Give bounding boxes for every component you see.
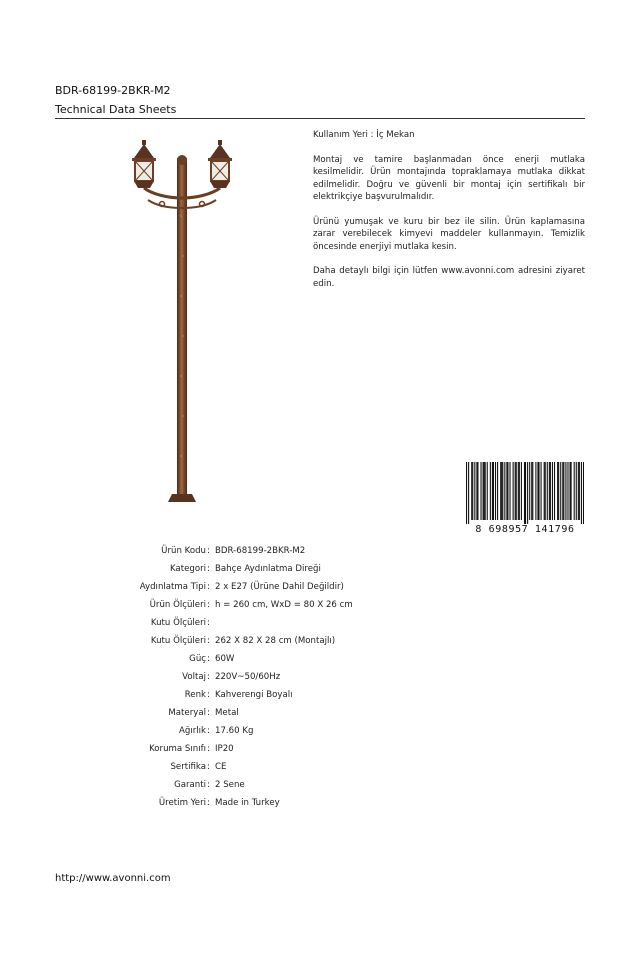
spec-row — [0, 796, 640, 810]
spec-row — [0, 652, 640, 666]
spec-label: Güç — [189, 654, 206, 664]
spec-value: BDR-68199-2BKR-M2 — [215, 546, 306, 556]
spec-value: Bahçe Aydınlatma Direği — [215, 564, 321, 574]
spec-label: Kategori — [169, 564, 206, 574]
spec-label: Ağırlık — [178, 726, 206, 736]
spec-colon: : — [207, 546, 210, 556]
spec-value: 2 x E27 (Ürüne Dahil Değildir) — [215, 582, 344, 592]
spec-colon: : — [207, 600, 210, 610]
spec-label: Üretim Yeri — [158, 798, 206, 808]
spec-colon: : — [207, 708, 210, 718]
spec-value: 2 Sene — [215, 780, 245, 790]
spec-value: h = 260 cm, WxD = 80 X 26 cm — [215, 600, 353, 610]
spec-row — [0, 724, 640, 738]
barcode-bars — [466, 462, 584, 524]
spec-colon: : — [207, 798, 210, 808]
spec-colon: : — [207, 672, 210, 682]
spec-value: Made in Turkey — [215, 798, 280, 808]
footer-website-link[interactable]: http://www.avonni.com — [55, 873, 171, 884]
spec-row — [0, 616, 640, 630]
info-text-block — [313, 129, 585, 302]
spec-row — [0, 742, 640, 756]
spec-colon: : — [207, 780, 210, 790]
spec-label: Kutu Ölçüleri — [150, 618, 206, 628]
usage-location: Kullanım Yeri : İç Mekan — [313, 130, 415, 140]
cleaning-paragraph: Ürünü yumuşak ve kuru bir bez ile silin. Ürün kaplamasına zarar verebilecek kimyevi maddeler kullanmayın. Temizlik öncesinde enerjiyi mutlaka kesin. — [313, 216, 585, 252]
spec-colon: : — [207, 564, 210, 574]
spec-label: Voltaj — [182, 672, 206, 682]
spec-colon: : — [207, 762, 210, 772]
spec-colon: : — [207, 690, 210, 700]
spec-colon: : — [207, 654, 210, 664]
spec-label: Aydınlatma Tipi — [139, 582, 206, 592]
spec-label: Garanti — [174, 780, 206, 790]
spec-value: 60W — [215, 654, 235, 664]
safety-paragraph: Montaj ve tamire başlanmadan önce enerji mutlaka kesilmelidir. Ürün montajında topraklamaya mutlaka dikkat edilmelidir. Doğru ve güvenli bir montaj için sertifikalı bir elektrikçiye başvurulmalıdır. — [313, 154, 585, 202]
barcode-number: 8 698957 141796 — [475, 524, 575, 534]
spec-row — [0, 562, 640, 576]
spec-value: IP20 — [215, 744, 234, 754]
spec-row — [0, 688, 640, 702]
spec-value: 220V~50/60Hz — [215, 672, 281, 682]
spec-label: Ürün Ölçüleri — [149, 600, 206, 610]
spec-value: Kahverengi Boyalı — [215, 690, 293, 700]
product-code-heading: BDR-68199-2BKR-M2 — [55, 84, 171, 97]
spec-value: 262 X 82 X 28 cm (Montajlı) — [215, 636, 336, 646]
website-paragraph: Daha detaylı bilgi için lütfen www.avonni.com adresini ziyaret edin. — [313, 266, 585, 289]
spec-colon: : — [207, 582, 210, 592]
spec-colon: : — [207, 618, 210, 628]
spec-row — [0, 706, 640, 720]
spec-label: Koruma Sınıfı — [149, 744, 206, 754]
spec-row — [0, 760, 640, 774]
page-subtitle: Technical Data Sheets — [55, 103, 177, 116]
spec-label: Materyal — [168, 708, 206, 718]
spec-label: Sertifika — [170, 762, 206, 772]
spec-label: Ürün Kodu — [161, 546, 206, 556]
spec-row — [0, 580, 640, 594]
spec-row — [0, 544, 640, 558]
spec-row — [0, 634, 640, 648]
spec-row — [0, 598, 640, 612]
spec-value: CE — [215, 762, 227, 772]
spec-row — [0, 778, 640, 792]
spec-value: 17.60 Kg — [215, 726, 254, 736]
spec-row — [0, 670, 640, 684]
spec-colon: : — [207, 726, 210, 736]
barcode — [466, 462, 584, 534]
header-divider — [55, 118, 585, 119]
garden-lamp-post-image — [122, 136, 242, 506]
spec-label: Kutu Ölçüleri — [150, 636, 206, 646]
spec-colon: : — [207, 744, 210, 754]
spec-label: Renk — [184, 690, 206, 700]
spec-colon: : — [207, 636, 210, 646]
spec-value: Metal — [215, 708, 239, 718]
